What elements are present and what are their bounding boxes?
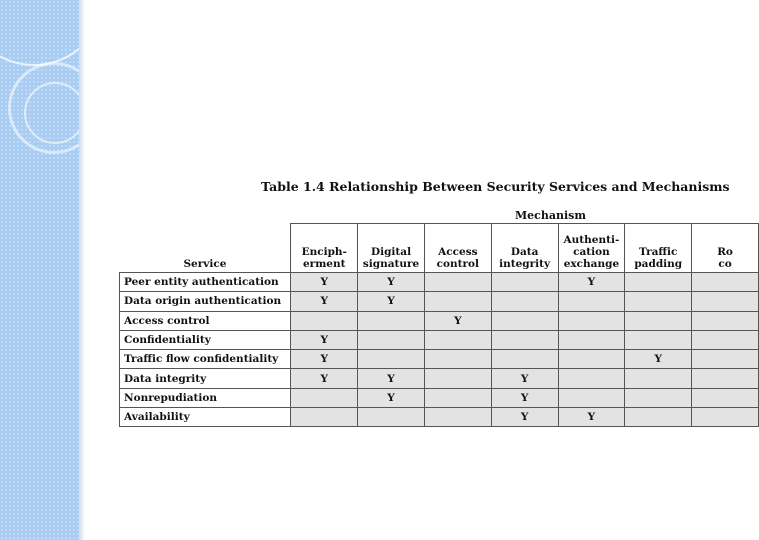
mechanism-cell: Y [358, 273, 425, 292]
security-relationship-table [119, 223, 759, 427]
mechanism-cell [692, 273, 759, 292]
mechanism-cell: Y [358, 388, 425, 407]
mechanism-cell [491, 350, 558, 369]
service-column-header [120, 224, 291, 273]
decorative-ring [0, 0, 106, 66]
decorative-ring [24, 82, 86, 144]
mechanism-cell: Y [491, 408, 558, 427]
mechanism-cell [424, 388, 491, 407]
mechanism-column-header [692, 224, 759, 273]
mechanism-cell [692, 369, 759, 388]
table-row [120, 273, 759, 292]
service-name-cell: Nonrepudiation [120, 388, 291, 407]
mechanism-group-label: Mechanism [515, 209, 587, 222]
mechanism-cell [491, 330, 558, 349]
mechanism-header-line: Authenti- [563, 234, 620, 246]
table-row [120, 369, 759, 388]
mechanism-cell [692, 330, 759, 349]
mechanism-header-line: Access [438, 246, 478, 258]
mechanism-cell [424, 350, 491, 369]
mechanism-cell [424, 369, 491, 388]
mechanism-cell [491, 292, 558, 311]
mechanism-header-line: control [436, 258, 480, 270]
service-name-cell: Data integrity [120, 369, 291, 388]
mechanism-column-header [358, 224, 425, 273]
mechanism-cell [558, 330, 625, 349]
decorative-side-band [0, 0, 79, 540]
mechanism-cell [358, 311, 425, 330]
mechanism-column-header [625, 224, 692, 273]
band-shadow [79, 0, 85, 540]
mechanism-cell: Y [291, 273, 358, 292]
mechanism-cell [558, 292, 625, 311]
mechanism-header-line: erment [302, 258, 346, 270]
mechanism-cell [625, 330, 692, 349]
mechanism-column-header [491, 224, 558, 273]
mechanism-header-line: integrity [499, 258, 551, 270]
mechanism-cell [291, 388, 358, 407]
mechanism-header-line: co [718, 258, 732, 270]
table-row [120, 330, 759, 349]
mechanism-cell [491, 273, 558, 292]
service-name-cell: Confidentiality [120, 330, 291, 349]
mechanism-cell [291, 311, 358, 330]
mechanism-column-header [291, 224, 358, 273]
header-row [120, 224, 759, 273]
mechanism-header-line: signature [362, 258, 420, 270]
mechanism-cell [625, 273, 692, 292]
mechanism-cell: Y [291, 292, 358, 311]
mechanism-cell [625, 292, 692, 311]
mechanism-cell: Y [491, 388, 558, 407]
mechanism-cell [625, 369, 692, 388]
mechanism-header-line: exchange [563, 258, 620, 270]
mechanism-cell: Y [291, 350, 358, 369]
mechanism-cell [491, 311, 558, 330]
table-row [120, 388, 759, 407]
mechanism-cell [625, 311, 692, 330]
mechanism-cell: Y [291, 330, 358, 349]
mechanism-cell [625, 408, 692, 427]
mechanism-cell [558, 388, 625, 407]
mechanism-cell [291, 408, 358, 427]
mechanism-cell [558, 350, 625, 369]
service-name-cell: Peer entity authentication [120, 273, 291, 292]
mechanism-header-line: Enciph- [301, 246, 347, 258]
mechanism-cell: Y [491, 369, 558, 388]
mechanism-cell [625, 388, 692, 407]
mechanism-cell [692, 292, 759, 311]
mechanism-cell: Y [424, 311, 491, 330]
mechanism-cell [358, 350, 425, 369]
service-name-cell: Access control [120, 311, 291, 330]
mechanism-cell: Y [291, 369, 358, 388]
mechanism-column-header [558, 224, 625, 273]
table-row [120, 292, 759, 311]
mechanism-header-line: Ro [717, 246, 733, 258]
mechanism-cell [424, 330, 491, 349]
mechanism-cell: Y [558, 408, 625, 427]
mechanism-cell [424, 273, 491, 292]
mechanism-cell [558, 369, 625, 388]
mechanism-header-line: cation [573, 246, 610, 258]
mechanism-cell: Y [358, 292, 425, 311]
mechanism-header-line: Data [510, 246, 539, 258]
table-row [120, 350, 759, 369]
mechanism-cell [692, 350, 759, 369]
mechanism-cell [424, 408, 491, 427]
service-name-cell: Traffic flow confidentiality [120, 350, 291, 369]
table-row [120, 408, 759, 427]
mechanism-header-line: Digital [371, 246, 412, 258]
mechanism-header-line: padding [634, 258, 683, 270]
mechanism-cell [692, 388, 759, 407]
service-name-cell: Data origin authentication [120, 292, 291, 311]
mechanism-column-header [424, 224, 491, 273]
mechanism-cell [358, 408, 425, 427]
table-viewport [119, 223, 733, 427]
table-title: Table 1.4 Relationship Between Security Services and Mechanisms [261, 179, 730, 194]
mechanism-cell: Y [558, 273, 625, 292]
table-body [120, 273, 759, 427]
mechanism-header-line: Traffic [639, 246, 678, 258]
mechanism-cell [424, 292, 491, 311]
service-name-cell: Availability [120, 408, 291, 427]
mechanism-cell: Y [625, 350, 692, 369]
table-row [120, 311, 759, 330]
mechanism-cell [692, 408, 759, 427]
mechanism-cell [358, 330, 425, 349]
mechanism-cell: Y [358, 369, 425, 388]
service-header-label: Service [183, 258, 227, 270]
mechanism-cell [692, 311, 759, 330]
mechanism-cell [558, 311, 625, 330]
